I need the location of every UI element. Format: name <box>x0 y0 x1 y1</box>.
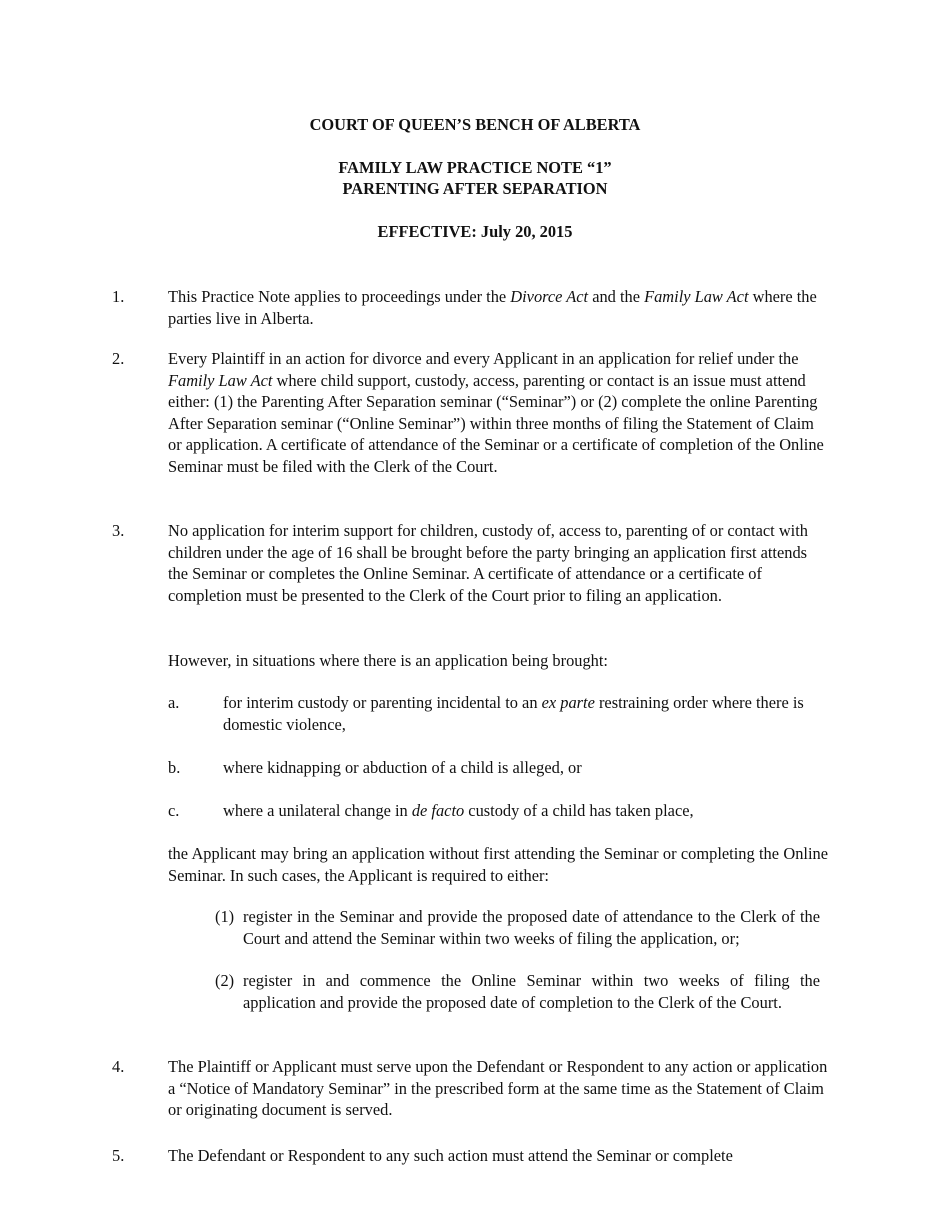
sub-item-b-letter: b. <box>168 758 181 777</box>
paragraph-1-text-a: This Practice Note applies to proceedings under the <box>168 287 511 306</box>
paragraph-1-number: 1. <box>112 287 125 306</box>
sub-item-a-text-b: restraining order where there is domestic violence, <box>223 693 804 734</box>
option-2-text: register in and commence the Online Seminar within two weeks of filing the application and provide the proposed date of completion to the Clerk of the Court. <box>243 971 820 1012</box>
court-heading: COURT OF QUEEN’S BENCH OF ALBERTA <box>309 115 641 134</box>
paragraph-5-number: 5. <box>112 1146 125 1165</box>
paragraph-3-however: However, in situations where there is an application being brought: <box>168 651 608 670</box>
practice-note-subtitle: PARENTING AFTER SEPARATION <box>342 179 608 198</box>
family-law-act-ref: Family Law Act <box>644 287 749 306</box>
option-1-number: (1) <box>215 907 235 926</box>
paragraph-4: The Plaintiff or Applicant must serve upon the Defendant or Respondent to any action or application a “Notice of Mandatory Seminar” in the prescribed form at the same time as the Statement of Claim or originating document is served. <box>168 1057 828 1120</box>
paragraph-3-followup: the Applicant may bring an application without first attending the Seminar or completing the Online Seminar. In such cases, the Applicant is required to either: <box>168 844 828 885</box>
ex-parte-term: ex parte <box>541 693 595 712</box>
paragraph-3: No application for interim support for children, custody of, access to, parenting of or contact with children under the age of 16 shall be brought before the party bringing an application first attends the Seminar or completes the Online Seminar. A certificate of attendance or a certificate of completion must be presented to the Clerk of the Court prior to filing an application. <box>168 521 808 605</box>
de-facto-term: de facto <box>411 801 465 820</box>
paragraph-4-number: 4. <box>112 1057 125 1076</box>
sub-item-c-letter: c. <box>168 801 180 820</box>
option-1-text: register in the Seminar and provide the proposed date of attendance to the Clerk of the Court and attend the Seminar within two weeks of filing the application, or; <box>243 907 820 948</box>
paragraph-1-text-c: where the parties live in Alberta. <box>168 287 817 328</box>
paragraph-1 <box>168 286 828 329</box>
sub-item-c <box>223 800 828 822</box>
sub-item-a-text-a: for interim custody or parenting incidental to an <box>223 693 542 712</box>
paragraph-2 <box>168 348 828 478</box>
paragraph-3-number: 3. <box>112 521 125 540</box>
sub-item-a-letter: a. <box>168 693 180 712</box>
option-2-number: (2) <box>215 971 235 990</box>
paragraph-5: The Defendant or Respondent to any such action must attend the Seminar or complete <box>168 1146 733 1165</box>
paragraph-2-number: 2. <box>112 349 125 368</box>
practice-note-title: FAMILY LAW PRACTICE NOTE “1” <box>338 158 612 177</box>
family-law-act-ref: Family Law Act <box>168 370 273 390</box>
divorce-act-ref: Divorce Act <box>510 287 589 306</box>
sub-item-c-text-b: custody of a child has taken place, <box>464 801 694 820</box>
sub-item-c-text-a: where a unilateral change in <box>223 801 412 820</box>
effective-date: EFFECTIVE: July 20, 2015 <box>377 222 573 241</box>
paragraph-1-text-b: and the <box>588 287 645 306</box>
sub-item-b: where kidnapping or abduction of a child is alleged, or <box>223 758 582 777</box>
paragraph-2-text-b: where child support, custody, access, parenting or contact is an issue must attend either: (1) the Parenting After Separation seminar (“Seminar”) or (2) complete the online Parenting After Separation seminar (“Online Seminar”) within three months of filing the Statement of Claim or application. A certificate of attendance of the Seminar or a certificate of completion of the Online Seminar must be filed with the Clerk of the Court. <box>168 370 824 476</box>
sub-item-a <box>223 692 828 735</box>
paragraph-2-text-a: Every Plaintiff in an action for divorce and every Applicant in an application for relief under the <box>168 349 799 368</box>
